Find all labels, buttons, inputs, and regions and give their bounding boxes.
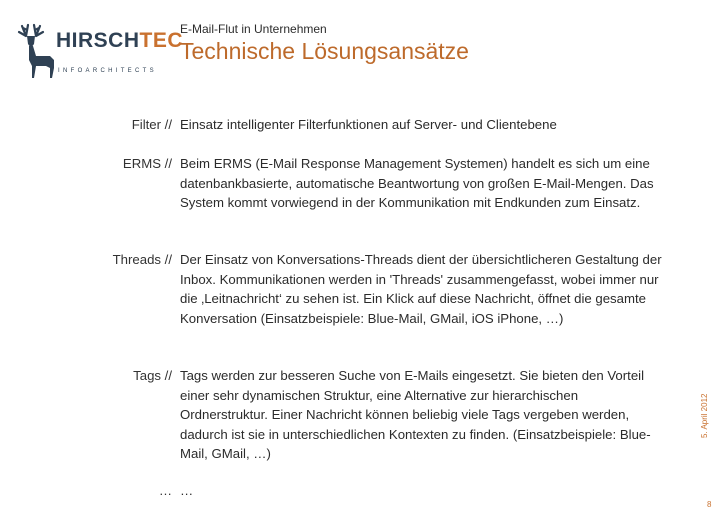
logo-wordmark (56, 30, 183, 51)
item-text: Tags werden zur besseren Suche von E-Mails eingesetzt. Sie bieten den Vorteil einer sehr dynamischen Struktur, eine Alternative zur hierarchischen Ordnerstruktur. Einer Nachricht können beliebig viele Tags vergeben werden, dadurch ist sie in unterschiedlichen Kontexten zu finden. (Einsatzbeispiele: Blue-Mail, GMail, …) (180, 368, 651, 461)
item-label: Filter // (131, 117, 172, 132)
item-text: … (180, 483, 194, 498)
item-label: Tags // (133, 368, 172, 383)
logo-brand-main: HIRSCH (56, 29, 140, 52)
item-text: Der Einsatz von Konversations-Threads dient der übersichtlicheren Gestaltung der Inbox. Kommunikationen werden in 'Threads' zusammengefasst, wobei immer nur die ‚Leitnachricht‘ zu sehen ist. Ein Klick auf diese Nachricht, öffnet die gesamte Konversation (Einsatzbeispiele: Blue-Mail, GMail, iOS iPhone, …) (180, 252, 662, 326)
item-text: Einsatz intelligenter Filterfunktionen auf Server- und Clientebene (180, 117, 557, 132)
slide-date: 5. April 2012 (700, 393, 709, 438)
logo-brand-accent: TEC (139, 29, 184, 52)
page-title: Technische Lösungsansätze (180, 38, 469, 64)
item-label: … (158, 483, 172, 498)
item-label: ERMS // (122, 156, 172, 171)
header-subtitle: E-Mail-Flut in Unternehmen (180, 22, 327, 36)
item-label: Threads // (112, 252, 172, 267)
item-text: Beim ERMS (E-Mail Response Management Systemen) handelt es sich um eine datenbankbasierte, automatische Beantwortung von großen E-Mail-Mengen. Das System kommt vorwiegend in der Kommunikation mit Endkunden zum Einsatz. (180, 156, 654, 210)
logo-tagline: INFOARCHITECTS (58, 68, 157, 74)
page-number: 8 (707, 500, 712, 509)
